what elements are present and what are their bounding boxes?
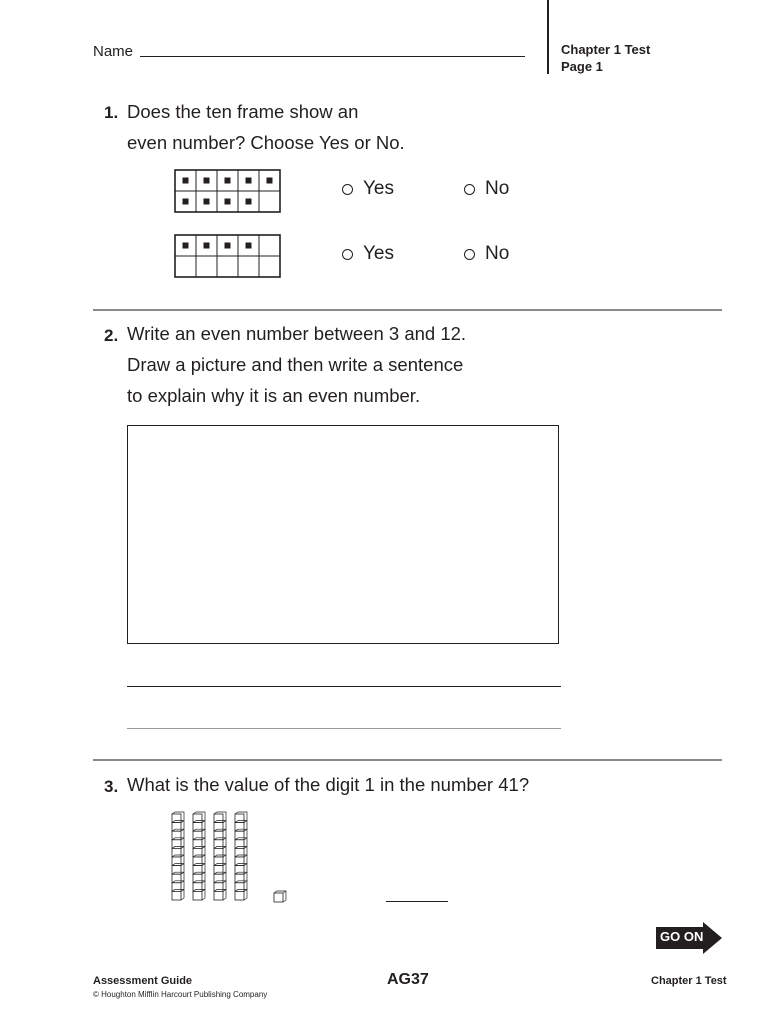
question-2-number: 2. (104, 326, 119, 345)
tens-rod (214, 812, 226, 900)
counter-square (204, 243, 210, 249)
ten-frame-cell (238, 256, 259, 277)
ten-frame-2 (174, 234, 282, 278)
answer-blank[interactable] (386, 901, 448, 902)
rod-unit (235, 891, 244, 900)
chapter-title: Chapter 1 Test (561, 42, 651, 57)
ten-frame-cell (259, 235, 280, 256)
name-input-line[interactable] (140, 56, 525, 57)
yes-label: Yes (363, 243, 394, 264)
name-label: Name (93, 43, 134, 60)
counter-square (183, 178, 189, 184)
radio-button[interactable] (464, 249, 475, 260)
ten-frame-cell (259, 256, 280, 277)
drawing-answer-box[interactable] (127, 425, 559, 644)
counter-square (183, 243, 189, 249)
rod-unit (193, 891, 202, 900)
counter-square (225, 243, 231, 249)
radio-button[interactable] (342, 249, 353, 260)
radio-button[interactable] (342, 184, 353, 195)
question-2-line-3: to explain why it is an even number. (127, 385, 421, 406)
no-label: No (485, 243, 510, 264)
q1-frame2-no-option[interactable] (464, 243, 509, 265)
rod-unit (214, 891, 223, 900)
ones-cube (274, 891, 286, 902)
ten-frame-cell (196, 256, 217, 277)
footer-copyright: © Houghton Mifflin Harcourt Publishing Company (93, 990, 268, 999)
cube-face (274, 893, 283, 902)
tens-rod (235, 812, 247, 900)
q1-frame2-yes-option[interactable] (342, 243, 394, 265)
question-3-number: 3. (104, 777, 119, 796)
question-2-line-2: Draw a picture and then write a sentence (127, 354, 464, 375)
page-label: Page 1 (561, 59, 603, 74)
ten-frame-cell (217, 256, 238, 277)
tens-rod (193, 812, 205, 900)
footer-assessment-guide: Assessment Guide (93, 975, 193, 987)
section-divider (93, 759, 722, 761)
ten-frame-1 (174, 169, 282, 213)
question-2-line-1: Write an even number between 3 and 12. (127, 323, 467, 344)
sentence-write-line[interactable] (127, 686, 561, 687)
header-divider (547, 0, 549, 74)
counter-square (246, 178, 252, 184)
counter-square (246, 199, 252, 205)
q1-frame1-yes-option[interactable] (342, 178, 394, 200)
sentence-write-line[interactable] (127, 728, 561, 729)
question-1-line-2: even number? Choose Yes or No. (127, 132, 405, 153)
base-ten-blocks (168, 810, 292, 906)
section-divider (93, 309, 722, 311)
counter-square (204, 199, 210, 205)
question-2-text (127, 318, 466, 411)
counter-square (183, 199, 189, 205)
counter-square (225, 178, 231, 184)
counter-square (225, 199, 231, 205)
question-1-text (127, 96, 405, 158)
question-1-number: 1. (104, 103, 119, 122)
chapter-header (561, 41, 650, 75)
counter-square (246, 243, 252, 249)
question-3-text: What is the value of the digit 1 in the number 41? (127, 774, 530, 795)
q1-frame1-no-option[interactable] (464, 178, 509, 200)
go-on-label: GO ON (660, 929, 704, 944)
counter-square (204, 178, 210, 184)
question-1-line-1: Does the ten frame show an (127, 101, 359, 122)
ten-frame-cell (175, 256, 196, 277)
ten-frame-cell (259, 191, 280, 212)
footer-page-code: AG37 (387, 971, 429, 988)
no-label: No (485, 178, 510, 199)
yes-label: Yes (363, 178, 394, 199)
counter-square (267, 178, 273, 184)
footer-chapter-title: Chapter 1 Test (651, 975, 727, 987)
radio-button[interactable] (464, 184, 475, 195)
tens-rod (172, 812, 184, 900)
rod-unit (172, 891, 181, 900)
